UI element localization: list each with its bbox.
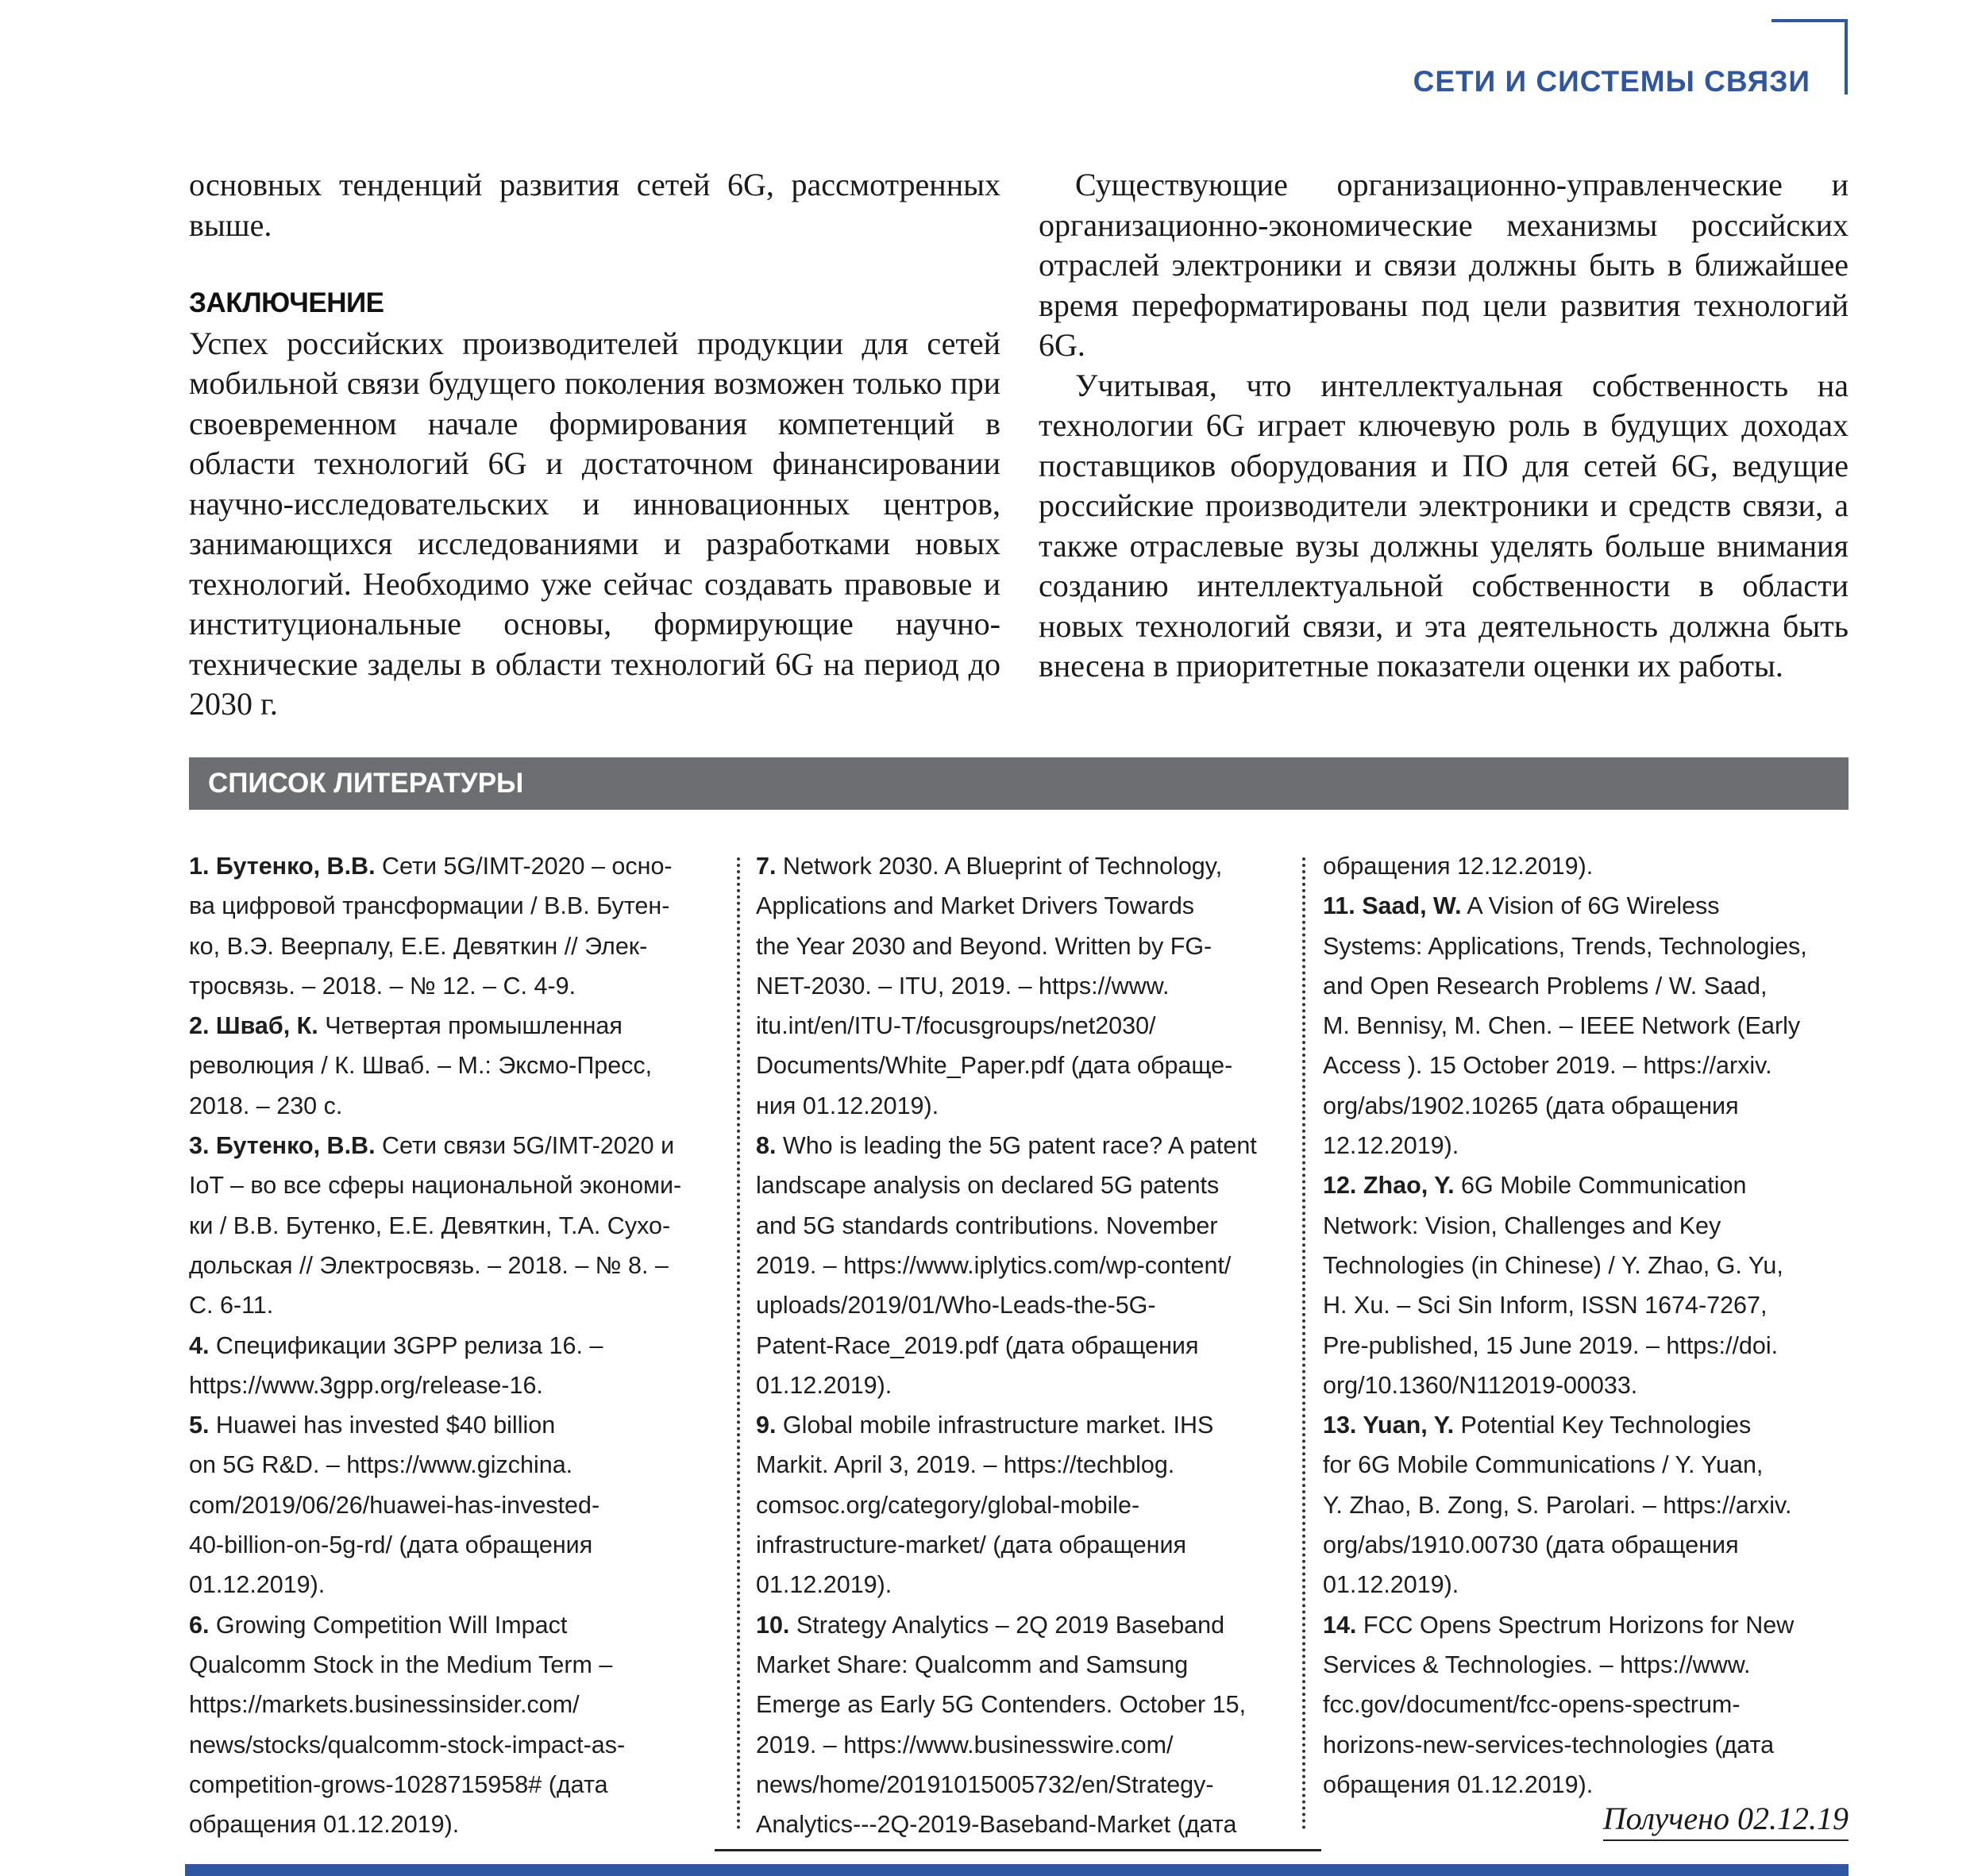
- reference-text-segment: Who is leading the 5G patent race? A patent: [782, 1132, 1257, 1160]
- reference-text-segment: Technologies (in Chinese) / Y. Zhao, G. Yu,: [1323, 1251, 1783, 1279]
- footer-bar: [185, 1864, 1849, 1876]
- reference-text-segment: for 6G Mobile Communications / Y. Yuan,: [1323, 1451, 1764, 1479]
- reference-line: [189, 1126, 737, 1165]
- reference-text-segment: news/stocks/qualcomm-stock-impact-as-: [189, 1731, 626, 1759]
- reference-text-segment: ки / В.В. Бутенко, Е.Е. Девяткин, Т.А. Сухо-: [189, 1212, 671, 1239]
- reference-text-segment: Сети связи 5G/IMT-2020 и: [375, 1132, 675, 1160]
- reference-text-segment: IoT – во все сферы национальной экономи-: [189, 1172, 682, 1200]
- reference-line: [189, 1485, 737, 1525]
- reference-line: [1323, 1485, 1871, 1525]
- reference-line: [189, 886, 737, 926]
- reference-text-segment: and Open Research Problems / W. Saad,: [1323, 972, 1768, 1000]
- reference-text-segment: Access ). 15 October 2019. – https://arxiv.: [1323, 1052, 1772, 1080]
- reference-line: [189, 1445, 737, 1485]
- continuation-paragraph: основных тенденций развития сетей 6G, рассмотренных выше.: [189, 167, 1000, 243]
- reference-text-segment: FCC Opens Spectrum Horizons for New: [1363, 1611, 1795, 1639]
- reference-line: [189, 1006, 737, 1046]
- reference-bold-segment: Бутенко, В.В.: [215, 1132, 376, 1160]
- reference-text-segment: 01.12.2019).: [189, 1571, 326, 1599]
- reference-text-segment: Market Share: Qualcomm and Samsung: [756, 1651, 1189, 1678]
- reference-line: [189, 1605, 737, 1645]
- reference-line: [756, 1006, 1304, 1046]
- reference-text-segment: Спецификации 3GPP релиза 16. –: [215, 1331, 603, 1359]
- reference-line: [756, 1165, 1304, 1205]
- reference-text-segment: A Vision of 6G Wireless: [1461, 892, 1720, 920]
- reference-line: [189, 1086, 737, 1126]
- reference-text-segment: 2019. – https://www.iplytics.com/wp-content/: [756, 1251, 1232, 1279]
- reference-bold-segment: 12.: [1323, 1172, 1363, 1200]
- reference-line: [756, 1246, 1304, 1285]
- reference-bold-segment: 8.: [756, 1132, 783, 1160]
- reference-line: [1323, 1725, 1871, 1765]
- conclusion-heading: ЗАКЛЮЧЕНИЕ: [189, 287, 384, 318]
- reference-text-segment: ко, В.Э. Веерпалу, Е.Е. Девяткин // Элек-: [189, 932, 648, 960]
- reference-line: [756, 1565, 1304, 1604]
- reference-text-segment: competition-grows-1028715958# (дата: [189, 1770, 608, 1798]
- reference-text-segment: Pre-published, 15 June 2019. – https://doi.: [1323, 1331, 1779, 1359]
- reference-line: [1323, 1246, 1871, 1285]
- reference-text-segment: Systems: Applications, Trends, Technologies,: [1323, 932, 1807, 960]
- reference-line: [756, 926, 1304, 966]
- body-column-right: [1039, 165, 1849, 687]
- reference-line: [189, 1206, 737, 1246]
- reference-line: [756, 1645, 1304, 1685]
- reference-line: [756, 1366, 1304, 1405]
- corner-mark-vertical: [1845, 19, 1848, 94]
- reference-line: [189, 846, 737, 886]
- reference-line: [189, 1285, 737, 1325]
- reference-line: [1323, 1605, 1871, 1645]
- reference-line: [756, 1725, 1304, 1765]
- reference-text-segment: H. Xu. – Sci Sin Inform, ISSN 1674-7267,: [1323, 1292, 1768, 1319]
- reference-text-segment: Strategy Analytics – 2Q 2019 Baseband: [796, 1611, 1225, 1639]
- bottom-rule: [715, 1849, 1321, 1851]
- reference-text-segment: 12.12.2019).: [1323, 1132, 1459, 1160]
- reference-text-segment: С. 6-11.: [189, 1292, 274, 1319]
- reference-text-segment: NET-2030. – ITU, 2019. – https://www.: [756, 972, 1170, 1000]
- reference-bold-segment: 2.: [189, 1012, 216, 1040]
- reference-bold-segment: Шваб, К.: [215, 1012, 318, 1040]
- reference-text-segment: Qualcomm Stock in the Medium Term –: [189, 1651, 613, 1678]
- reference-text-segment: https://markets.businessinsider.com/: [189, 1691, 580, 1719]
- references-column-2: [756, 846, 1304, 1844]
- reference-line: [756, 1126, 1304, 1165]
- reference-line: [189, 1565, 737, 1604]
- reference-text-segment: news/home/20191015005732/en/Strategy-: [756, 1770, 1214, 1798]
- reference-line: [756, 1525, 1304, 1565]
- reference-text-segment: Documents/White_Paper.pdf (дата обраще-: [756, 1052, 1233, 1080]
- reference-text-segment: обращения 12.12.2019).: [1323, 853, 1594, 880]
- reference-text-segment: Applications and Market Drivers Towards: [756, 892, 1195, 920]
- reference-text-segment: https://www.3gpp.org/release-16.: [189, 1371, 543, 1399]
- reference-bold-segment: 7.: [756, 853, 783, 880]
- reference-line: [1323, 886, 1871, 926]
- reference-line: [189, 1405, 737, 1445]
- reference-text-segment: Сети 5G/IMT-2020 – осно-: [375, 853, 673, 880]
- reference-line: [1323, 1206, 1871, 1246]
- reference-line: [189, 1046, 737, 1085]
- reference-bold-segment: 9.: [756, 1412, 783, 1439]
- reference-line: [756, 1445, 1304, 1485]
- reference-line: [189, 1326, 737, 1366]
- reference-line: [1323, 1086, 1871, 1126]
- references-column-3: [1323, 846, 1871, 1805]
- reference-line: [756, 1765, 1304, 1805]
- right-paragraph-2: Учитывая, что интеллектуальная собственность на технологии 6G играет ключевую роль в будущих доходах поставщиков оборудования и ПО для сетей 6G, ведущие российские производители электроники и средств связи, а также отраслевые вузы должны уделять больше внимания созданию интеллектуальной собственности в области новых технологий связи, и эта деятельность должна быть внесена в приоритетные показатели оценки их работы.: [1039, 367, 1849, 684]
- reference-line: [189, 1725, 737, 1765]
- reference-line: [756, 1685, 1304, 1724]
- corner-mark-horizontal: [1771, 19, 1848, 22]
- reference-line: [756, 886, 1304, 926]
- reference-text-segment: Network 2030. A Blueprint of Technology,: [782, 853, 1223, 880]
- reference-text-segment: horizons-new-services-technologies (дата: [1323, 1731, 1775, 1759]
- reference-text-segment: обращения 01.12.2019).: [1323, 1770, 1594, 1798]
- reference-line: [1323, 1685, 1871, 1724]
- reference-text-segment: Analytics---2Q-2019-Baseband-Market (дата: [756, 1811, 1237, 1839]
- reference-line: [1323, 926, 1871, 966]
- reference-text-segment: org/10.1360/N112019-00033.: [1323, 1371, 1638, 1399]
- reference-text-segment: обращения 01.12.2019).: [189, 1811, 460, 1839]
- column-divider-dotted: [1302, 857, 1305, 1830]
- reference-bold-segment: 4.: [189, 1331, 216, 1359]
- references-column-1: [189, 846, 737, 1844]
- reference-text-segment: 6G Mobile Communication: [1454, 1172, 1747, 1200]
- reference-text-segment: Global mobile infrastructure market. IHS: [782, 1412, 1214, 1439]
- reference-text-segment: Markit. April 3, 2019. – https://techblog.: [756, 1451, 1175, 1479]
- reference-line: [1323, 1405, 1871, 1445]
- reference-line: [1323, 1285, 1871, 1325]
- reference-text-segment: infrastructure-market/ (дата обращения: [756, 1531, 1187, 1559]
- reference-text-segment: Четвертая промышленная: [318, 1012, 623, 1040]
- reference-text-segment: on 5G R&D. – https://www.gizchina.: [189, 1451, 573, 1479]
- reference-bold-segment: 13.: [1323, 1412, 1363, 1439]
- reference-line: [189, 1165, 737, 1205]
- reference-line: [1323, 1126, 1871, 1165]
- reference-text-segment: com/2019/06/26/huawei-has-invested-: [189, 1491, 600, 1519]
- reference-text-segment: Y. Zhao, B. Zong, S. Parolari. – https://arxiv.: [1323, 1491, 1792, 1519]
- reference-line: [1323, 1525, 1871, 1565]
- reference-line: [189, 1246, 737, 1285]
- reference-line: [756, 1326, 1304, 1366]
- reference-line: [1323, 1006, 1871, 1046]
- reference-text-segment: org/abs/1910.00730 (дата обращения: [1323, 1531, 1739, 1559]
- reference-text-segment: 01.12.2019).: [1323, 1571, 1459, 1599]
- reference-text-segment: landscape analysis on declared 5G patents: [756, 1172, 1220, 1200]
- received-date: Получено 02.12.19: [1603, 1798, 1849, 1841]
- reference-line: [1323, 1165, 1871, 1205]
- reference-line: [756, 1086, 1304, 1126]
- reference-text-segment: революция / К. Шваб. – М.: Эксмо-Пресс,: [189, 1052, 653, 1080]
- reference-line: [189, 1685, 737, 1724]
- section-label: СЕТИ И СИСТЕМЫ СВЯЗИ: [1413, 65, 1810, 98]
- reference-text-segment: ния 01.12.2019).: [756, 1092, 939, 1119]
- reference-line: [1323, 1565, 1871, 1604]
- reference-text-segment: 01.12.2019).: [756, 1571, 892, 1599]
- reference-bold-segment: 10.: [756, 1611, 796, 1639]
- reference-line: [189, 926, 737, 966]
- reference-text-segment: тросвязь. – 2018. – № 12. – С. 4-9.: [189, 972, 576, 1000]
- reference-text-segment: itu.int/en/ITU-T/focusgroups/net2030/: [756, 1012, 1156, 1040]
- reference-text-segment: Patent-Race_2019.pdf (дата обращения: [756, 1331, 1199, 1359]
- reference-line: [1323, 1645, 1871, 1685]
- reference-line: [756, 1485, 1304, 1525]
- reference-text-segment: Emerge as Early 5G Contenders. October 15,: [756, 1691, 1247, 1719]
- reference-text-segment: uploads/2019/01/Who-Leads-the-5G-: [756, 1292, 1156, 1319]
- reference-line: [756, 846, 1304, 886]
- reference-line: [189, 1805, 737, 1844]
- reference-text-segment: org/abs/1902.10265 (дата обращения: [1323, 1092, 1739, 1119]
- column-divider-dotted: [737, 857, 740, 1830]
- reference-line: [189, 1765, 737, 1805]
- reference-text-segment: дольская // Электросвязь. – 2018. – № 8. –: [189, 1251, 669, 1279]
- reference-line: [756, 1405, 1304, 1445]
- reference-line: [756, 1805, 1304, 1844]
- reference-line: [756, 966, 1304, 1006]
- reference-bold-segment: Бутенко, В.В.: [215, 853, 376, 880]
- reference-text-segment: the Year 2030 and Beyond. Written by FG-: [756, 932, 1212, 960]
- reference-bold-segment: 1.: [189, 853, 216, 880]
- reference-line: [756, 1285, 1304, 1325]
- conclusion-paragraph: Успех российских производителей продукции для сетей мобильной связи будущего поколения возможен только при своевременном начале формирования компетенций в области технологий 6G и достаточном финансировании научно-исследовательских и инновационных центров, занимающихся исследованиями и разработками новых технологий. Необходимо уже сейчас создавать правовые и институциональные основы, формирующие научно-технические заделы в области технологий 6G на период до 2030 г.: [189, 325, 1000, 722]
- reference-text-segment: M. Bennisy, M. Chen. – IEEE Network (Early: [1323, 1012, 1801, 1040]
- reference-bold-segment: 6.: [189, 1611, 216, 1639]
- reference-text-segment: Growing Competition Will Impact: [215, 1611, 568, 1639]
- reference-line: [756, 1046, 1304, 1085]
- reference-text-segment: 01.12.2019).: [756, 1371, 892, 1399]
- reference-text-segment: 40-billion-on-5g-rd/ (дата обращения: [189, 1531, 593, 1559]
- reference-line: [1323, 846, 1871, 886]
- reference-text-segment: fcc.gov/document/fcc-opens-spectrum-: [1323, 1691, 1741, 1719]
- reference-text-segment: Services & Technologies. – https://www.: [1323, 1651, 1751, 1678]
- reference-line: [189, 1645, 737, 1685]
- reference-line: [1323, 966, 1871, 1006]
- reference-line: [756, 1206, 1304, 1246]
- reference-text-segment: Potential Key Technologies: [1454, 1412, 1752, 1439]
- reference-bold-segment: 3.: [189, 1132, 216, 1160]
- reference-bold-segment: Yuan, Y.: [1363, 1412, 1455, 1439]
- reference-line: [1323, 1046, 1871, 1085]
- reference-text-segment: 2019. – https://www.businesswire.com/: [756, 1731, 1174, 1759]
- right-paragraph-1: Существующие организационно-управленческие и организационно-экономические механизмы российских отраслей электроники и связи должны быть в ближайшее время переформатированы под цели развития технологий 6G.: [1039, 167, 1849, 363]
- references-heading: СПИСОК ЛИТЕРАТУРЫ: [189, 757, 1849, 810]
- reference-line: [189, 1525, 737, 1565]
- reference-bold-segment: 14.: [1323, 1611, 1363, 1639]
- reference-text-segment: Network: Vision, Challenges and Key: [1323, 1212, 1721, 1239]
- reference-line: [189, 966, 737, 1006]
- reference-bold-segment: 11.: [1323, 892, 1363, 920]
- reference-line: [1323, 1326, 1871, 1366]
- reference-line: [189, 1366, 737, 1405]
- reference-text-segment: Huawei has invested $40 billion: [215, 1412, 556, 1439]
- reference-bold-segment: Saad, W.: [1362, 892, 1462, 920]
- reference-bold-segment: 5.: [189, 1412, 216, 1439]
- reference-text-segment: comsoc.org/category/global-mobile-: [756, 1491, 1140, 1519]
- reference-line: [1323, 1445, 1871, 1485]
- reference-bold-segment: Zhao, Y.: [1363, 1172, 1455, 1200]
- reference-text-segment: ва цифровой трансформации / В.В. Бутен-: [189, 892, 670, 920]
- reference-line: [1323, 1366, 1871, 1405]
- reference-text-segment: 2018. – 230 с.: [189, 1092, 343, 1119]
- body-column-left: [189, 165, 1000, 725]
- reference-line: [756, 1605, 1304, 1645]
- reference-text-segment: and 5G standards contributions. November: [756, 1212, 1218, 1239]
